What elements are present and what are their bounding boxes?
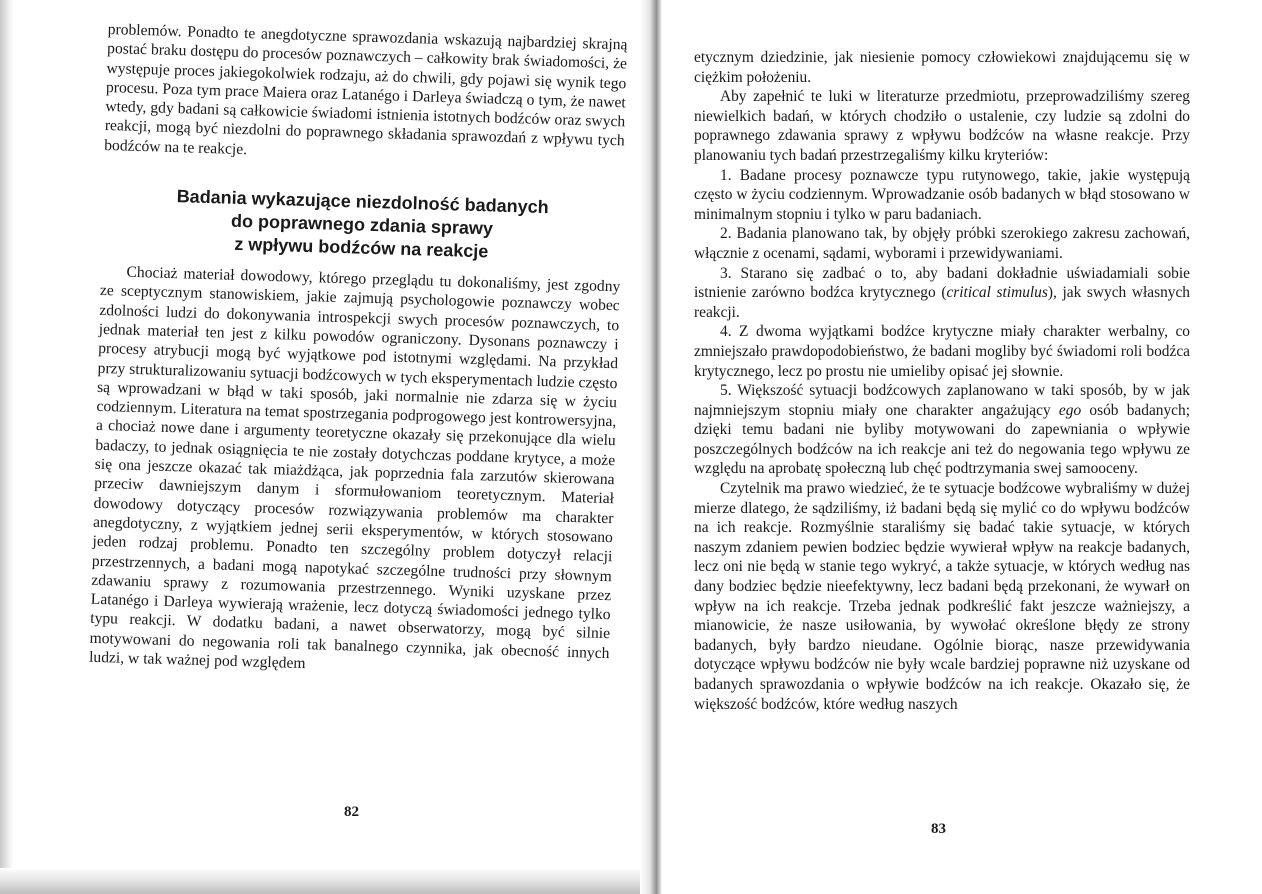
right-page bbox=[694, 48, 1190, 808]
criteria-item-5 bbox=[694, 381, 1190, 479]
criteria-item-1: 1. Badane procesy poznawcze typu rutynowego, takie, jakie występują często w życiu codziennym. Wprowadzanie osób badanych w błąd stosowano w minimalnym stopniu i tylko w paru badaniach. bbox=[694, 166, 1190, 223]
criteria-item-5-tail: osób badanych; dzięki temu badani nie byliby motywowani do zapewniania o wpływie poszczególnych bodźców na ich reakcje ani też do negowania tego wpływu ze względu na aprobatę społeczną lub chęć podtrzymania swej samooceny. bbox=[694, 401, 1190, 478]
right-paragraph-2: Aby zapełnić te luki w literaturze przedmiotu, przeprowadziliśmy szereg niewielkich badań, w których chodziło o ustalenie, czy ludzie są zdolni do poprawnego zdawania sprawy z wpływu bodźców na własne reakcje. Przy planowaniu tych badań przestrzegaliśmy kilku kryteriów: bbox=[694, 88, 1190, 164]
criteria-item-3 bbox=[694, 264, 1190, 323]
scan-shadow-left bbox=[0, 0, 14, 894]
heading-line-1: Badania wykazujące niezdolność badanych bbox=[176, 186, 549, 218]
left-page bbox=[83, 20, 628, 875]
page-number-right: 83 bbox=[931, 821, 946, 837]
criteria-item-3-text: 3. Starano się zadbać o to, aby badani dokładnie uświadamiali sobie istnienie zarówno bodźca krytycznego ( bbox=[694, 264, 1190, 302]
section-heading bbox=[101, 183, 623, 267]
book-spine bbox=[640, 0, 662, 894]
criteria-item-5-term: ego bbox=[1058, 401, 1082, 419]
right-paragraph-3: Czytelnik ma prawo wiedzieć, że te sytuacje bodźcowe wybraliśmy w dużej mierze dlatego, że sądziliśmy, iż badani będą się mylić co do wpływu bodźców na ich reakcje. Rozmyślnie staraliśmy się badać takie sytuacje, w których naszym zdaniem pewien bodziec będzie wywierał wpływ na reakcje badanych, lecz oni nie będą w stanie tego wykryć, a także sytuacje, w których według nas dany bodziec będzie nieefektywny, lecz badani będą przekonani, że wywarł on wpływ na ich reakcje. Trzeba jednak podkreślić fakt jeszcze ważniejszy, a mianowicie, że nasze usiłowania, by wywołać określone błędy ze strony badanych, były bardzo nieudane. Ogólnie biorąc, nasze przewidywania dotyczące wpływu bodźców nie były wcale bardziej poprawne niż uzyskane od badanych sprawozdania o wpływie bodźców na ich reakcje. Okazało się, że większość bodźców, które według naszych bbox=[694, 480, 1190, 713]
criteria-item-3-tail: ), jak swych własnych reakcji. bbox=[694, 284, 1190, 321]
heading-line-2: do poprawnego zdania sprawy bbox=[230, 210, 494, 239]
left-paragraph-1: problemów. Ponadto te anegdotyczne sprawozdania wskazują najbardziej skrajną postać braku dostępu do procesów poznawczych – całkowity brak świadomości, że występuje proces jakiegokolwiek rodzaju, aż do chwili, gdy pojawi się wynik tego procesu. Poza tym prace Maiera oraz Latanégo i Darleya świadczą o tym, że nawet wtedy, gdy badani są całkowicie świadomi istnienia istotnych bodźców oraz swych reakcji, mogą być niezdolni do poprawnego składania sprawozdań z wpływu tych bodźców na te reakcje. bbox=[104, 20, 628, 158]
criteria-item-3-term: critical stimulus bbox=[946, 284, 1048, 302]
right-paragraph-1: etycznym dziedzinie, jak niesienie pomocy człowiekowi znajdującemu się w ciężkim położeniu. bbox=[694, 49, 1190, 86]
page-number-left: 82 bbox=[344, 804, 359, 820]
criteria-item-4: 4. Z dwoma wyjątkami bodźce krytyczne miały charakter werbalny, co zmniejszało prawdopodobieństwo, że badani mogliby być świadomi roli bodźca krytycznego, lecz po prostu nie umieliby opisać jej słownie. bbox=[694, 323, 1190, 380]
criteria-item-2: 2. Badania planowano tak, by objęły próbki szerokiego zakresu zachowań, włącznie z ocenami, sądami, wyborami i przewidywaniami. bbox=[694, 225, 1190, 262]
criteria-item-5-text: 5. Większość sytuacji bodźcowych zaplanowano w taki sposób, by w jak najmniejszym stopniu miały one charakter angażujący bbox=[694, 382, 1190, 419]
left-paragraph-2: Chociaż materiał dowodowy, którego przeglądu tu dokonaliśmy, jest zgodny ze sceptycznym stanowiskiem, jakie zajmują psychologowie poznawczy wobec zdolności ludzi do dokonywania introspekcji swych procesów poznawczych, to jednak materiał ten jest z kilku powodów ograniczony. Dysonans poznawczy i procesy atrybucji mogą być wyjątkowe pod istotnymi względami. Na przykład przy strukturalizowaniu sytuacji bodźcowych w tych eksperymentach ludzie często są wprowadzani w błąd w taki sposób, jaki normalnie nie zdarza się w życiu codziennym. Literatura na temat spostrzegania podprogowego jest kontrowersyjna, a chociaż nowe dane i argumenty teoretyczne okazały się przekonujące dla wielu badaczy, to jednak osiągnięcia te nie zostały dotychczas poddane krytyce, a może się ona jeszcze okazać tak miażdżąca, jak poprzednia fala zarzutów skierowana przeciw dawniejszym danym i sformułowaniom teoretycznym. Materiał dowodowy dotyczący procesów rozwiązywania problemów ma charakter anegdotyczny, z wyjątkiem jednej serii eksperymentów, w których stosowano jeden rodzaj problemu. Ponadto ten szczególny problem dotyczył relacji przestrzennych, a badani mogą napotykać szczególne trudności przy słownym zdawaniu sprawy z rozumowania przestrzennego. Wyniki uzyskane przez Latanégo i Darleya wywierają wrażenie, lecz dotyczą świadomości jednego tylko typu reakcji. W dodatku badani, a nawet obserwatorzy, mogą być silnie motywowani do negowania roli tak banalnego czynnika, jak obecność innych ludzi, w tak ważnej pod względem bbox=[88, 263, 621, 673]
heading-line-3: z wpływu bodźców na reakcje bbox=[234, 233, 489, 262]
